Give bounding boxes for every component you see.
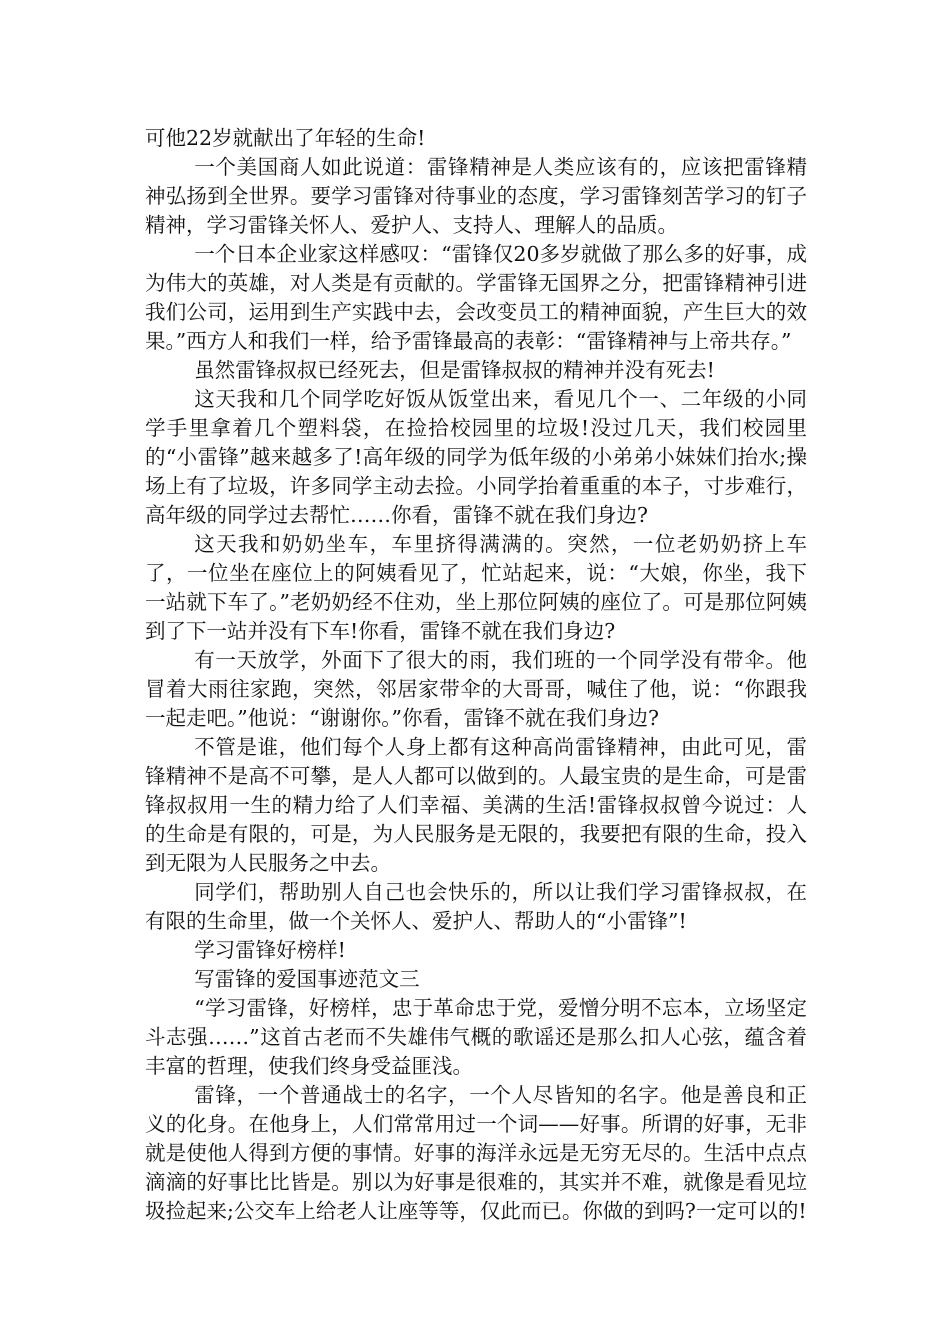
paragraph-4: 虽然雷锋叔叔已经死去，但是雷锋叔叔的精神并没有死去! — [194, 358, 715, 382]
paragraph-8: 不管是谁，他们每个人身上都有这种高尚雷锋精神，由此可见，雷锋精神不是高不可攀，是人人都可以做到的。人最宝贵的是生命，可是雷锋叔叔用一生的精力给了人们幸福、美满的生活!雷锋叔叔曾今说过：人的生命是有限的，可是，为人民服务是无限的，我要把有限的生命，投入到无限为人民服务之中去。 — [145, 735, 807, 875]
paragraph-3: 一个日本企业家这样感叹：“雷锋仅20多岁就做了那么多的好事，成为伟大的英雄，对人类是有贡献的。学雷锋无国界之分，把雷锋精神引进我们公司，运用到生产实践中去，会改变员工的精神面貌，产生巨大的效果。”西方人和我们一样，给予雷锋最高的表彰：“雷锋精神与上帝共存。” — [145, 242, 807, 353]
paragraph-7: 有一天放学，外面下了很大的雨，我们班的一个同学没有带伞。他冒着大雨往家跑，突然，邻居家带伞的大哥哥，喊住了他，说：“你跟我一起走吧。”他说：“谢谢你。”你看，雷锋不就在我们身边? — [145, 648, 807, 730]
paragraph-9: 同学们，帮助别人自己也会快乐的，所以让我们学习雷锋叔叔，在有限的生命里，做一个关怀人、爱护人、帮助人的“小雷锋”! — [145, 880, 807, 933]
paragraph-2: 一个美国商人如此说道：雷锋精神是人类应该有的，应该把雷锋精神弘扬到全世界。要学习雷锋对待事业的态度，学习雷锋刻苦学习的钉子精神，学习雷锋关怀人、爱护人、支持人、理解人的品质。 — [145, 155, 807, 237]
paragraph-1: 可他22岁就献出了年轻的生命! — [145, 126, 426, 150]
paragraph-13: 雷锋，一个普通战士的名字，一个人尽皆知的名字。他是善良和正义的化身。在他身上，人们常常用过一个词——好事。所谓的好事，无非就是使他人得到方便的事情。好事的海洋永远是无穷无尽的。生活中点点滴滴的好事比比皆是。别以为好事是很难的，其实并不难，就像是看见垃圾捡起来;公交车上给老人让座等等，仅此而已。你做的到吗?一定可以的! — [145, 1083, 807, 1223]
paragraph-5: 这天我和几个同学吃好饭从饭堂出来，看见几个一、二年级的小同学手里拿着几个塑料袋，在捡拾校园里的垃圾!没过几天，我们校园里的“小雷锋”越来越多了!高年级的同学为低年级的小弟弟小妹妹们抬水;操场上有了垃圾，许多同学主动去捡。小同学抬着重重的本子，寸步难行，高年级的同学过去帮忙……你看，雷锋不就在我们身边? — [145, 387, 807, 527]
document-page — [145, 124, 807, 1226]
paragraph-6: 这天我和奶奶坐车，车里挤得满满的。突然，一位老奶奶挤上车了，一位坐在座位上的阿姨看见了，忙站起来，说：“大娘，你坐，我下一站就下车了。”老奶奶经不住劝，坐上那位阿姨的座位了。可是那位阿姨到了下一站并没有下车!你看，雷锋不就在我们身边? — [145, 532, 807, 643]
section-heading: 写雷锋的爱国事迹范文三 — [194, 967, 420, 991]
paragraph-12: “学习雷锋，好榜样，忠于革命忠于党，爱憎分明不忘本，立场坚定斗志强……”这首古老而不失雄伟气概的歌谣还是那么扣人心弦，蕴含着丰富的哲理，使我们终身受益匪浅。 — [145, 996, 807, 1078]
paragraph-10: 学习雷锋好榜样! — [194, 938, 346, 962]
